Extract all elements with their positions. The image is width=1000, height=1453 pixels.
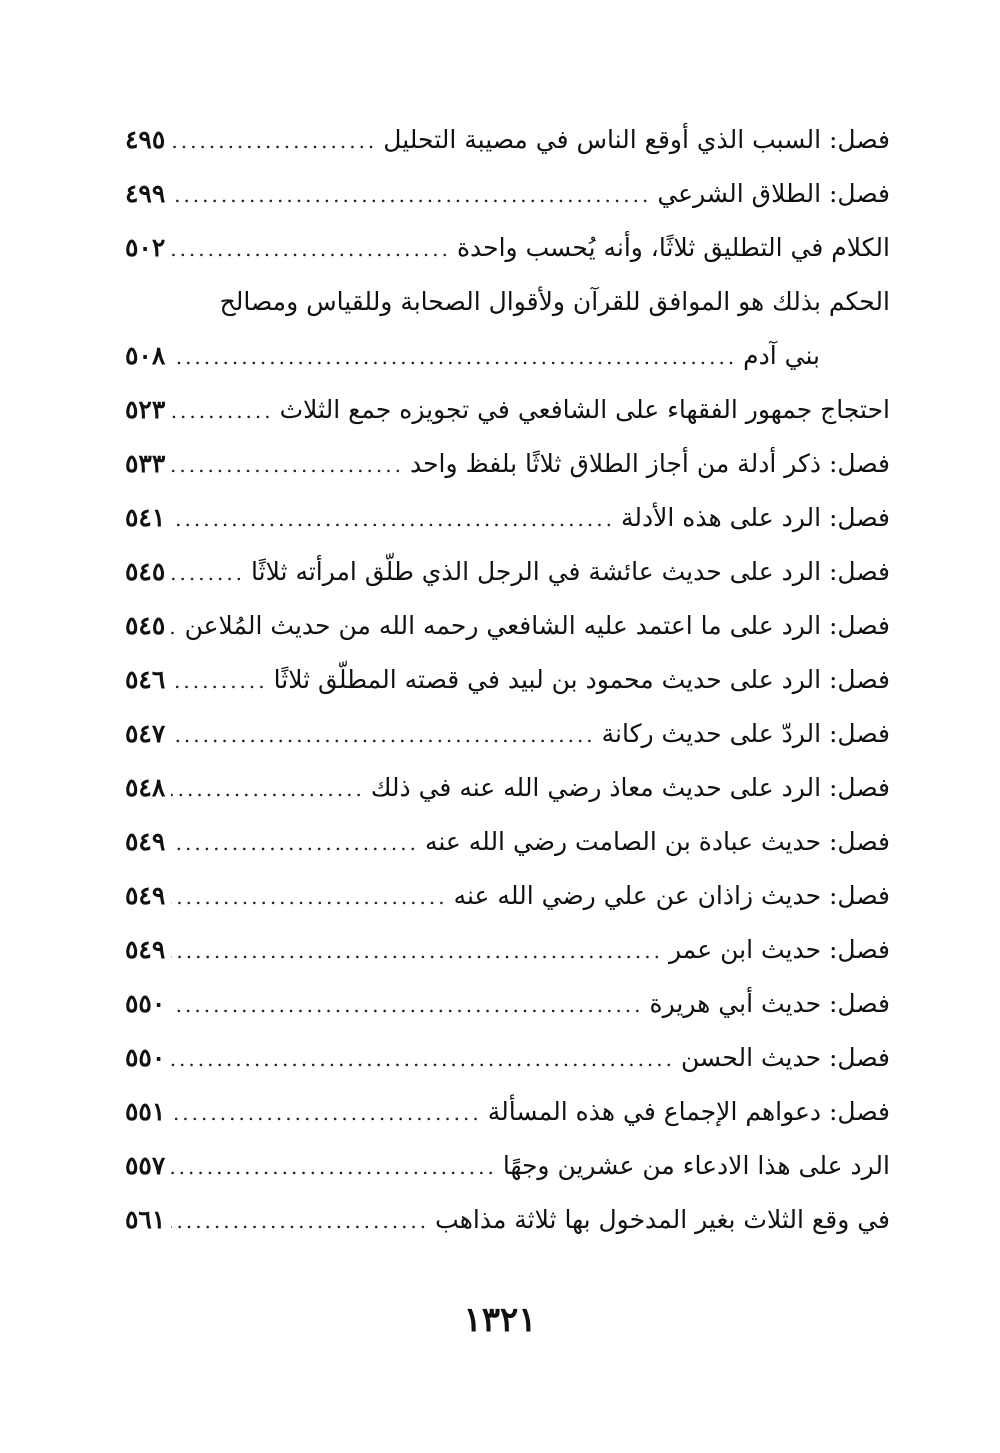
- toc-entry-title: فصل: حديث زاذان عن علي رضي الله عنه: [453, 881, 890, 910]
- toc-entry-title: فصل: الرد على هذه الأدلة: [620, 503, 890, 532]
- toc-entry-page: ٥٣٣: [125, 449, 166, 478]
- dot-leader: [171, 1032, 675, 1086]
- toc-entry-title: فصل: الرد على حديث معاذ رضي الله عنه في ذلك: [370, 773, 890, 802]
- toc-entry-page: ٤٩٥: [125, 125, 166, 154]
- dot-leader: [171, 438, 404, 492]
- table-of-contents: [125, 113, 890, 1247]
- toc-entry-page: ٥٤٨: [125, 773, 166, 802]
- dot-leader: [171, 600, 178, 654]
- toc-entry-page: ٥٤٦: [125, 665, 166, 694]
- toc-entry: [125, 653, 890, 707]
- toc-entry: [125, 599, 890, 653]
- toc-entry-page: ٥٤٩: [125, 935, 166, 964]
- toc-entry-title: فصل: حديث أبي هريرة: [649, 989, 890, 1018]
- toc-entry-page: ٥٤٥: [125, 557, 166, 586]
- dot-leader: [171, 762, 365, 816]
- dot-leader: [171, 168, 651, 222]
- toc-entry-title: الحكم بذلك هو الموافق للقرآن ولأقوال الصحابة وللقياس ومصالح: [219, 287, 890, 316]
- toc-entry-title: فصل: الرد على ما اعتمد عليه الشافعي رحمه الله من حديث المُلاعن: [184, 611, 890, 640]
- toc-entry: [125, 491, 890, 545]
- toc-entry-page: ٥٤٧: [125, 719, 166, 748]
- dot-leader: [171, 546, 245, 600]
- dot-leader: [171, 1140, 497, 1194]
- dot-leader: [171, 816, 419, 870]
- toc-entry-page: ٥٤٥: [125, 611, 166, 640]
- toc-entry: [125, 167, 890, 221]
- toc-entry-title: فصل: الردّ على حديث ركانة: [601, 719, 890, 748]
- toc-entry-page: ٥٤٩: [125, 827, 166, 856]
- toc-entry-title: فصل: الرد على حديث عائشة في الرجل الذي طلّق امرأته ثلاثًا: [251, 557, 890, 586]
- dot-leader: [171, 708, 595, 762]
- toc-entry-title: فصل: السبب الذي أوقع الناس في مصيبة التحليل: [383, 125, 890, 154]
- toc-entry-title: الكلام في التطليق ثلاثًا، وأنه يُحسب واحدة: [456, 233, 890, 262]
- dot-leader: [171, 870, 447, 924]
- toc-entry-page: ٥٢٣: [125, 395, 166, 424]
- toc-entry: [125, 1085, 890, 1139]
- toc-entry: [125, 383, 890, 437]
- toc-entry-title: فصل: حديث ابن عمر: [668, 935, 890, 964]
- toc-entry-title: فصل: ذكر أدلة من أجاز الطلاق ثلاثًا بلفظ واحد: [409, 449, 890, 478]
- dot-leader: [171, 978, 643, 1032]
- dot-leader: [171, 114, 377, 168]
- toc-entry: [125, 815, 890, 869]
- dot-leader: [171, 654, 267, 708]
- toc-entry-page: ٥٠٢: [125, 233, 166, 262]
- toc-entry: [125, 545, 890, 599]
- toc-entry: [125, 869, 890, 923]
- toc-entry-page: ٥٥٠: [125, 1043, 166, 1072]
- toc-entry-page: ٥٤١: [125, 503, 166, 532]
- toc-entry-page: ٤٩٩: [125, 179, 166, 208]
- toc-entry-title: فصل: حديث عبادة بن الصامت رضي الله عنه: [424, 827, 890, 856]
- toc-entry-page: ٥٦١: [125, 1205, 166, 1234]
- toc-entry: [125, 1031, 890, 1085]
- toc-entry-title: الرد على هذا الادعاء من عشرين وجهًا: [502, 1151, 890, 1180]
- toc-entry-title: فصل: الطلاق الشرعي: [657, 179, 890, 208]
- toc-entry-title: فصل: حديث الحسن: [681, 1043, 890, 1072]
- toc-entry: [125, 977, 890, 1031]
- dot-leader: [171, 330, 737, 384]
- toc-entry-title: فصل: دعواهم الإجماع في هذه المسألة: [487, 1097, 890, 1126]
- toc-entry: [125, 437, 890, 491]
- toc-entry: [125, 761, 890, 815]
- dot-leader: [171, 924, 663, 978]
- toc-entry-title: فصل: الرد على حديث محمود بن لبيد في قصته المطلّق ثلاثًا: [273, 665, 890, 694]
- dot-leader: [171, 1194, 429, 1248]
- dot-leader: [171, 222, 451, 276]
- dot-leader: [171, 492, 615, 546]
- toc-entry: [125, 707, 890, 761]
- toc-entry: [125, 113, 890, 167]
- page-number: ١٣٢١: [463, 1300, 537, 1340]
- toc-entry: [125, 1139, 890, 1193]
- toc-entry-page: ٥٤٩: [125, 881, 166, 910]
- toc-entry-page: ٥٥٧: [125, 1151, 166, 1180]
- toc-entry-title: في وقع الثلاث بغير المدخول بها ثلاثة مذاهب: [435, 1205, 890, 1234]
- toc-entry: [125, 221, 890, 275]
- toc-entry-page: ٥٥٠: [125, 989, 166, 1018]
- dot-leader: [171, 1086, 481, 1140]
- toc-entry-title: احتجاج جمهور الفقهاء على الشافعي في تجويزه جمع الثلاث: [279, 395, 890, 424]
- toc-entry: [125, 1193, 890, 1247]
- dot-leader: [171, 384, 273, 438]
- toc-entry-title: بني آدم: [743, 341, 820, 370]
- toc-entry-page: ٥٥١: [125, 1097, 166, 1126]
- toc-entry-continuation: [125, 329, 890, 383]
- toc-entry: [125, 923, 890, 977]
- toc-entry-page: ٥٠٨: [125, 341, 166, 370]
- toc-entry: [125, 275, 890, 329]
